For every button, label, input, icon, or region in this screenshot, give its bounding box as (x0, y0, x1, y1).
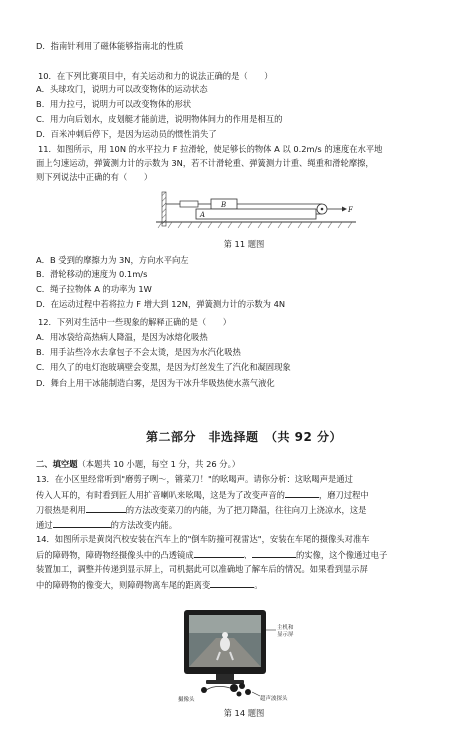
q10-option-b: B．用力拉弓，说明力可以改变物体的形状 (36, 99, 192, 109)
figure-label-monitor-2: 显示屏 (277, 632, 294, 638)
fill-in-note: （本题共 10 小题，每空 1 分，共 26 分。） (77, 459, 241, 469)
figure-label-camera: 摄像头 (178, 697, 195, 703)
q11-option-c: C．绳子拉物体 A 的功率为 1W (36, 284, 152, 294)
q11-option-a: A．B 受到的摩擦力为 3N，方向水平向左 (36, 255, 189, 265)
q10-option-a: A．头球攻门，说明力可以改变物体的运动状态 (36, 84, 208, 94)
q14-reversing-radar-figure (176, 608, 316, 704)
q14-line1: 14．如图所示是黄岗汽校安装在汽车上的"倒车防撞可视雷达"，安装在车尾的摄像头对准车 (36, 534, 370, 544)
q11-stem-line1: 11．如图所示，用 10N 的水平拉力 F 拉滑轮，使足够长的物体 A 以 0.2m/s 的速度在水平地 (38, 144, 383, 154)
q14-figure-caption: 第 14 题图 (223, 708, 265, 718)
q10-option-c: C．用力向后划水，皮划艇才能前进，说明物体间力的作用是相互的 (36, 114, 283, 124)
q12-option-b: B．用手沾些冷水去拿包子不会太烫，是因为水汽化吸热 (36, 347, 241, 357)
q10-stem: 10．在下列比赛项目中，有关运动和力的说法正确的是（ ） (38, 71, 273, 81)
q14-line4: 中的障碍物的像变大，则障碍物离车尾的距离变 。 (36, 580, 263, 590)
q14-blank-1[interactable] (194, 548, 244, 558)
q13-line3: 刀很热是利用 的方法改变菜刀的内能，为了把刀降温，往往向刀上浇凉水，这是 (36, 505, 367, 515)
q12-option-a: A．用冰袋给高热病人降温，是因为冰熔化吸热 (36, 332, 208, 342)
q11-pulley-figure (156, 190, 356, 234)
q11-option-b: B．滑轮移动的速度为 0.1m/s (36, 269, 148, 279)
q12-option-d: D．舞台上用干冰能制造白雾，是因为干冰升华吸热使水蒸气液化 (36, 378, 275, 388)
q11-stem-line2: 面上匀速运动，弹簧测力计的示数为 3N，若不计滑轮重、弹簧测力计重、绳重和滑轮摩擦， (36, 158, 374, 168)
q13-line1: 13．在小区里经常听到"磨剪子咧～，锵菜刀！"的吆喝声。请你分析：这吆喝声是通过 (36, 474, 353, 484)
q13-line4: 通过 的方法改变内能。 (36, 520, 177, 530)
section-two-title: 第二部分 非选择题 （共 92 分） (145, 430, 343, 444)
q12-stem: 12．下列对生活中一些现象的解释正确的是（ ） (38, 317, 232, 327)
q11-option-d: D．在运动过程中若将拉力 F 增大到 12N，弹簧测力计的示数为 4N (36, 299, 286, 309)
q13-blank-3[interactable] (86, 503, 126, 513)
q13-line2: 传入人耳的，有时看到匠人用扩音喇叭来吆喝，这是为了改变声音的 ，磨刀过程中 (36, 490, 369, 500)
q11-figure-caption: 第 11 题图 (223, 239, 265, 249)
q13-blank-2[interactable] (285, 488, 319, 498)
figure-label-monitor: 主机和 (277, 625, 294, 631)
q14-blank-2[interactable] (252, 548, 296, 558)
q14-line2: 后的障碍物，障碍物经摄像头中的凸透镜成 、 的实像，这个像通过电子 (36, 550, 388, 560)
q14-line3: 装置加工，调整并传递到显示屏上，司机据此可以准确地了解车后的情况。如果看到显示屏 (36, 564, 368, 574)
figure-label-b: B (221, 201, 227, 209)
q12-option-c: C．用久了的电灯泡玻璃壁会变黑，是因为灯丝发生了汽化和凝固现象 (36, 362, 291, 372)
figure-label-sensor: 超声波探头 (260, 696, 288, 702)
fill-in-heading (36, 458, 240, 470)
fill-in-title: 二、填空题 (36, 459, 78, 469)
q10-option-d: D．百米冲刺后停下，是因为运动员的惯性消失了 (36, 129, 217, 139)
q11-stem-line3: 则下列说法中正确的有（ ） (36, 172, 153, 182)
q9-option-d: D．指南针利用了磁体能够指南北的性质 (36, 41, 184, 51)
q13-blank-4[interactable] (53, 518, 111, 528)
q14-blank-3[interactable] (210, 578, 254, 588)
figure-label-f: F (348, 206, 353, 214)
figure-label-a: A (200, 211, 206, 219)
